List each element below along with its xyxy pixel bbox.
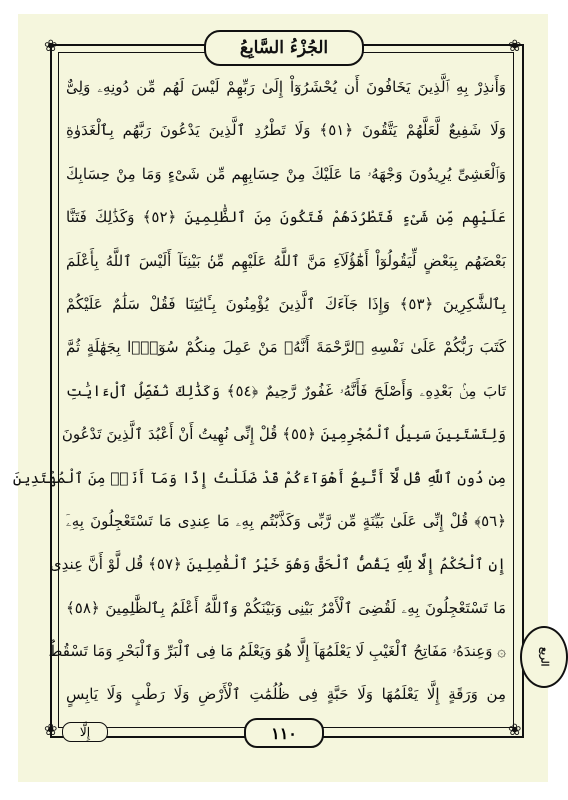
corner-ornament-icon: ❀: [44, 36, 58, 55]
text-line: تَابَ مِنۢ بَعْدِهِۦ وَأَصْلَحَ فَأَنَّهُۥ غَفُورٌ رَّحِيمٌ ﴿٥٤﴾ وَكَذَٰلِكَ نُفَصِّلُ ٱلْءَايَٰتِ: [66, 381, 507, 400]
text-line: وَأَنذِرْ بِهِ ٱلَّذِينَ يَخَافُونَ أَن يُحْشَرُوٓاْ إِلَىٰ رَبِّهِمْ لَيْسَ لَهُم مِّن دُونِهِۦ وَلِىٌّ: [66, 78, 506, 96]
text-line: مَا تَسْتَعْجِلُونَ بِهِۦ لَقُضِىَ ٱلْأَمْرُ بَيْنِى وَبَيْنَكُمْ وَٱللَّهُ أَعْلَمُ بِٱلظَّٰلِمِينَ ﴿٥٨﴾: [66, 598, 506, 617]
corner-ornament-icon: ❀: [44, 720, 58, 739]
text-line: بِٱلشَّٰكِرِينَ ﴿٥٣﴾ وَإِذَا جَآءَكَ ٱلَّذِينَ يُؤْمِنُونَ بِـَٔايَٰتِنَا فَقُلْ سَلَٰمٌ عَلَيْكُمْ: [66, 294, 506, 313]
juz-title-header: [204, 30, 364, 66]
page-number: ١١٠: [271, 723, 297, 743]
text-line: كَتَبَ رَبُّكُمْ عَلَىٰ نَفْسِهِ ٱلرَّحْمَةَ أَنَّهُۥ مَنْ عَمِلَ مِنكُمْ سُوٓءًۢا بِجَهَٰلَةٍ ثُمَّ: [66, 338, 506, 357]
corner-ornament-icon: ❀: [508, 720, 522, 739]
text-line: وَلِتَسْتَبِينَ سَبِيلُ ٱلْمُجْرِمِينَ ﴿٥٥﴾ قُلْ إِنِّى نُهِيتُ أَنْ أَعْبُدَ ٱلَّذِينَ تَدْعُونَ: [61, 425, 506, 444]
corner-ornament-icon: ❀: [508, 36, 522, 55]
text-line: ﴿٥٦﴾ قُلْ إِنِّى عَلَىٰ بَيِّنَةٍ مِّن رَّبِّى وَكَذَّبْتُم بِهِۦ مَا عِندِى مَا تَسْتَعْجِلُونَ بِهِۦٓ: [66, 511, 506, 530]
text-line: إِنِ ٱلْحُكْمُ إِلَّا لِلَّهِ يَقُصُّ ٱلْحَقَّ وَهُوَ خَيْرُ ٱلْفَٰصِلِينَ ﴿٥٧﴾ قُل لَّوْ أَنَّ عِندِى: [49, 555, 506, 574]
page-number-badge: [244, 718, 324, 748]
text-line: عَلَيْهِم مِّن شَىْءٍ فَتَطْرُدَهُمْ فَتَكُونَ مِنَ ٱلظَّٰلِمِينَ ﴿٥٢﴾ وَكَذَٰلِكَ فَتَنَّا: [66, 208, 506, 227]
text-line: بَعْضَهُم بِبَعْضٍ لِّيَقُولُوٓاْ أَهَٰٓؤُلَآءِ مَنَّ ٱللَّهُ عَلَيْهِم مِّنۢ بَيْنِنَآ أَلَيْسَ ٱللَّهُ بِأَعْلَمَ: [66, 251, 506, 270]
rub-marker-label: الربع: [538, 647, 550, 667]
rub-marker-medallion: [520, 626, 568, 688]
text-line: وَلَا شَفِيعٌ لَّعَلَّهُمْ يَتَّقُونَ ﴿٥١﴾ وَلَا تَطْرُدِ ٱلَّذِينَ يَدْعُونَ رَبَّهُم بِٱلْغَدَوٰةِ: [66, 121, 506, 140]
text-line: وَٱلْعَشِىِّ يُرِيدُونَ وَجْهَهُۥ مَا عَلَيْكَ مِنْ حِسَابِهِم مِّن شَىْءٍ وَمَا مِنْ حِسَابِكَ: [66, 164, 506, 183]
juz-title: الجُزْءُ السَّابِعُ: [239, 38, 329, 58]
text-line: مِن دُونِ ٱللَّهِ قُل لَّآ أَتَّبِعُ أَهْوَآءَكُمْ قَدْ ضَلَلْتُ إِذًا وَمَآ أَنَا۠ مِنَ ٱلْمُهْتَدِينَ: [12, 468, 506, 487]
catchword-text: إِلَّا: [79, 725, 91, 739]
quran-text-block: [12, 66, 507, 718]
text-line: مِن وَرَقَةٍ إِلَّا يَعْلَمُهَا وَلَا حَبَّةٍ فِى ظُلُمَٰتِ ٱلْأَرْضِ وَلَا رَطْبٍ وَلَا يَابِسٍ: [66, 685, 506, 704]
footer-catchword: [62, 722, 108, 742]
text-line: ۞ وَعِندَهُۥ مَفَاتِحُ ٱلْغَيْبِ لَا يَعْلَمُهَآ إِلَّا هُوَ وَيَعْلَمُ مَا فِى ٱلْبَرِّ وَٱلْبَحْرِ وَمَا تَسْقُطُ: [48, 642, 506, 661]
